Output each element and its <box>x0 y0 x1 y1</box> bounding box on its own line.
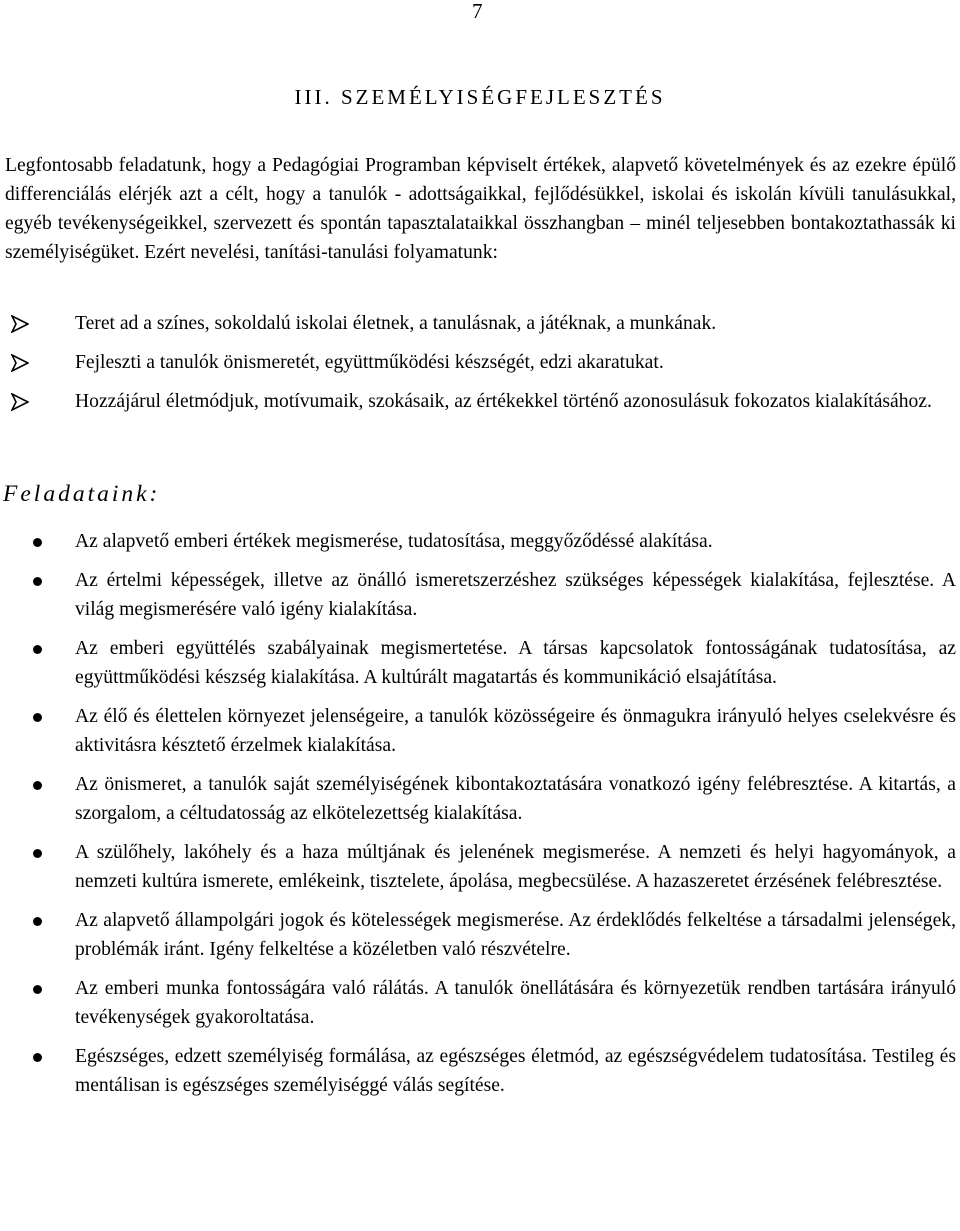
task-item <box>5 838 956 896</box>
dot-bullet-icon <box>33 645 42 654</box>
section-title: III. SZEMÉLYISÉGFEJLESZTÉS <box>294 85 666 109</box>
task-item-text: A szülőhely, lakóhely és a haza múltjának és jelenének megismerése. A nemzeti és helyi hagyományok, a nemzeti kultúra ismerete, emlékeink, tisztelete, ápolása, megbecsülése. A hazaszeretet érzésének felébresztése. <box>75 842 956 892</box>
dot-bullet-icon <box>33 713 42 722</box>
task-item-text: Egészséges, edzett személyiség formálása, az egészséges életmód, az egészségvédelem tudatosítása. Testileg és mentálisan is egészséges személyiséggé válás segítése. <box>75 1046 956 1096</box>
process-item-text: Hozzájárul életmódjuk, motívumaik, szokásaik, az értékekkel történő azonosulásuk fokozatos kialakításához. <box>75 391 932 412</box>
task-item <box>5 634 956 692</box>
task-item-text: Az értelmi képességek, illetve az önálló ismeretszerzéshez szükséges képességek kialakítása, fejlesztése. A világ megismerésére való igény kialakítása. <box>75 570 956 620</box>
dot-bullet-icon <box>33 577 42 586</box>
task-item-text: Az önismeret, a tanulók saját személyiségének kibontakoztatására vonatkozó igény felébresztése. A kitartás, a szorgalom, a céltudatosság az elkötelezettség kialakítása. <box>75 774 956 824</box>
tasks-heading: Feladataink: <box>3 481 161 507</box>
dot-bullet-icon <box>33 781 42 790</box>
task-item-text: Az emberi együttélés szabályainak megismertetése. A társas kapcsolatok fontosságának tudatosítása, az együttműködési készség kialakítása. A kultúrált magatartás és kommunikáció elsajátítása. <box>75 638 956 688</box>
page-number: 7 <box>472 0 483 23</box>
arrow-bullet-icon <box>11 315 29 333</box>
dot-bullet-icon <box>33 917 42 926</box>
dot-bullet-icon <box>33 538 42 547</box>
task-item <box>5 770 956 828</box>
arrow-bullet-icon <box>11 393 29 411</box>
process-item <box>5 387 956 416</box>
process-item-text: Teret ad a színes, sokoldalú iskolai életnek, a tanulásnak, a játéknak, a munkának. <box>75 313 717 334</box>
dot-bullet-icon <box>33 985 42 994</box>
task-item <box>5 527 956 556</box>
task-item <box>5 702 956 760</box>
task-item-text: Az emberi munka fontosságára való rálátás. A tanulók önellátására és környezetük rendben tartására irányuló tevékenységek gyakoroltatása. <box>75 978 956 1028</box>
task-item-text: Az élő és élettelen környezet jelenségeire, a tanulók közösségeire és önmagukra irányuló helyes cselekvésre és aktivitásra késztető érzelmek kialakítása. <box>75 706 956 756</box>
dot-bullet-icon <box>33 849 42 858</box>
dot-bullet-icon <box>33 1053 42 1062</box>
task-item-text: Az alapvető emberi értékek megismerése, tudatosítása, meggyőződéssé alakítása. <box>75 531 713 552</box>
task-item <box>5 1042 956 1100</box>
tasks-list <box>5 527 956 1110</box>
task-item <box>5 974 956 1032</box>
arrow-bullet-icon <box>11 354 29 372</box>
process-item <box>5 309 956 338</box>
task-item-text: Az alapvető állampolgári jogok és kötelességek megismerése. Az érdeklődés felkeltése a társadalmi jelenségek, problémák iránt. Igény felkeltése a közéletben való részvételre. <box>75 910 956 960</box>
process-item <box>5 348 956 377</box>
process-item-text: Fejleszti a tanulók önismeretét, együttműködési készségét, edzi akaratukat. <box>75 352 664 373</box>
intro-paragraph: Legfontosabb feladatunk, hogy a Pedagógiai Programban képviselt értékek, alapvető követelmények és az ezekre épülő differenciálás elérjék azt a célt, hogy a tanulók - adottságaikkal, fejlődésükkel, iskolai és iskolán kívüli tanulásukkal, egyéb tevékenységeikkel, szervezett és spontán tapasztalataikkal összhangban – minél teljesebben bontakoztathassák ki személyiségüket. Ezért nevelési, tanítási-tanulási folyamatunk: <box>5 155 956 263</box>
task-item <box>5 906 956 964</box>
process-list <box>5 309 956 426</box>
task-item <box>5 566 956 624</box>
